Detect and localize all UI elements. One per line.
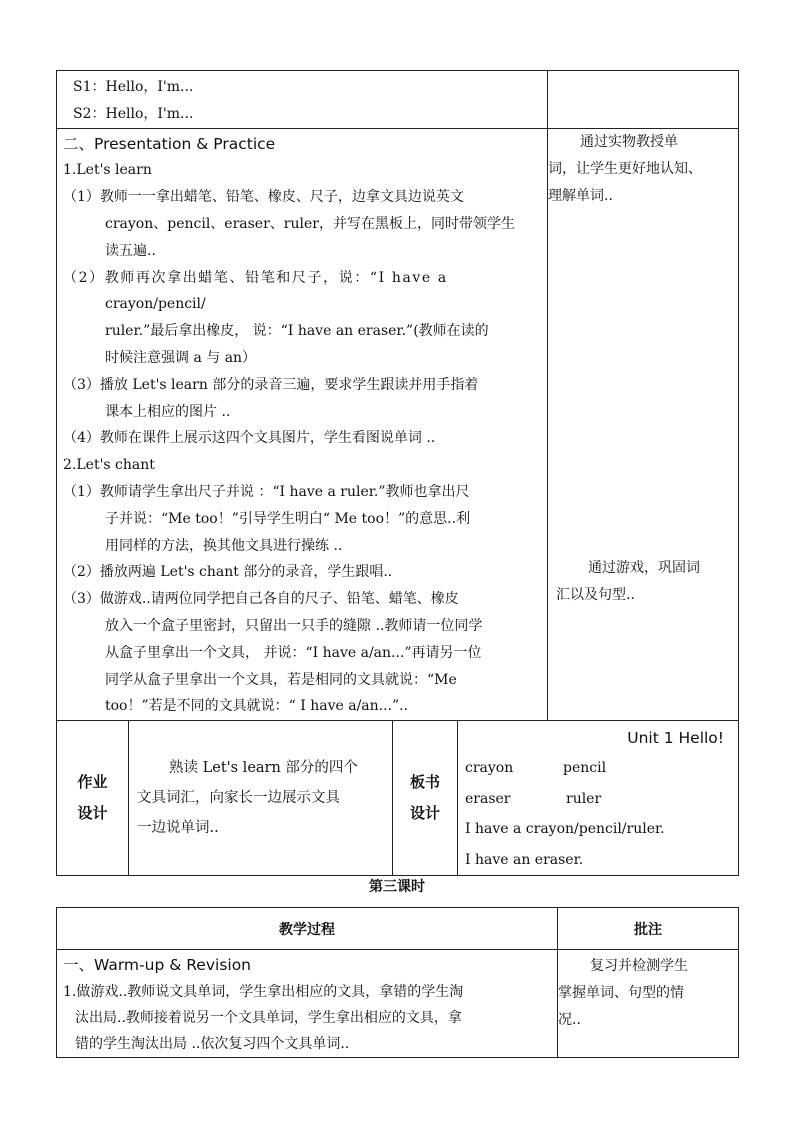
learn-item: 时候注意强调 a 与 an） (105, 349, 257, 366)
board-sentence: I have a crayon/pencil/ruler. (465, 821, 665, 838)
header-process: 教学过程 (57, 908, 558, 950)
note-line: 理解单词.. (548, 187, 613, 204)
learn-item: 课本上相应的图片 .. (105, 403, 231, 420)
chant-item: 放入一个盒子里密封，只留出一只手的缝隙 ..教师请一位同学 (105, 617, 483, 634)
homework-line: 文具词汇，向家长一边展示文具 (137, 790, 340, 807)
warmup-item: 1.做游戏..教师说文具单词，学生拿出相应的文具，拿错的学生淘 (63, 983, 464, 1000)
chant-item: 用同样的方法，换其他文具进行操练 .. (105, 537, 343, 554)
chant-title: 2.Let's chant (63, 457, 155, 474)
note-line: 词，让学生更好地认知、 (548, 160, 703, 177)
lesson-three-table (56, 907, 739, 1058)
board-label-2: 设计 (409, 804, 440, 823)
dialogue-line-2: S2：Hello，I'm... (73, 105, 194, 122)
presentation-cell (57, 128, 548, 721)
presentation-notes-cell (548, 128, 739, 721)
note-line: 通过游戏，巩固词 (588, 559, 701, 576)
learn-title: 1.Let's learn (63, 162, 152, 179)
learn-item: crayon/pencil/ (105, 296, 206, 313)
homework-label-cell (57, 721, 129, 876)
board-word: crayon (465, 760, 514, 777)
chant-item: too！”若是不同的文具就说：“ I have a/an...”.. (105, 698, 409, 715)
board-words-row (465, 753, 724, 784)
board-sentence: I have an eraser. (465, 851, 584, 868)
warmup-item: 错的学生淘汰出局 ..依次复习四个文具单词.. (75, 1035, 350, 1052)
warmup-heading: 一、Warm-up & Revision (63, 956, 252, 974)
chant-item: 同学从盒子里拿出一个文具，若是相同的文具就说：“Me (105, 671, 457, 688)
board-title: Unit 1 Hello! (627, 729, 725, 748)
homework-label-1: 作业 (77, 773, 108, 792)
dialogue-notes-cell (548, 71, 739, 129)
note-line: 掌握单词、句型的情 (558, 985, 684, 1001)
learn-item: ruler.”最后拿出橡皮， 说：“I have an eraser.”(教师在读的 (105, 323, 489, 340)
learn-item: （4）教师在课件上展示这四个文具图片，学生看图说单词 .. (63, 430, 436, 447)
lesson-plan-table (56, 70, 739, 876)
chant-item: 从盒子里拿出一个文具， 并说：“I have a/an...”再请另一位 (105, 644, 482, 661)
lesson-title: 第三课时 (369, 879, 425, 895)
learn-item: 读五遍.. (105, 242, 156, 259)
board-words-row (465, 784, 724, 815)
dialogue-row (57, 71, 739, 129)
learn-item: （2）教师再次拿出蜡笔、铅笔和尺子，说：“I have a (63, 269, 448, 286)
note-line: 况.. (558, 1012, 581, 1028)
warmup-item: 汰出局..教师接着说另一个文具单词，学生拿出相应的文具，拿 (75, 1009, 462, 1026)
chant-item: （3）做游戏..请两位同学把自己各自的尺子、铅笔、蜡笔、橡皮 (63, 591, 459, 608)
dialogue-line-1: S1：Hello，I'm... (73, 79, 194, 95)
presentation-heading: 二、Presentation & Practice (63, 134, 276, 153)
learn-item: （3）播放 Let's learn 部分的录音三遍，要求学生跟读并用手指着 (63, 376, 479, 393)
board-word: ruler (566, 790, 602, 807)
warmup-row (57, 950, 739, 1058)
chant-item: （1）教师请学生拿出尺子并说 ：“I have a ruler.”教师也拿出尺 (63, 483, 470, 500)
chant-item: （2）播放两遍 Let's chant 部分的录音，学生跟唱.. (63, 564, 393, 581)
board-word: eraser (465, 790, 511, 807)
header-notes: 批注 (558, 908, 739, 950)
homework-board-row (57, 721, 739, 876)
homework-line: 一边说单词.. (137, 820, 219, 837)
learn-item: （1）教师一一拿出蜡笔、铅笔、橡皮、尺子，边拿文具边说英文 (63, 189, 464, 206)
note-line: 汇以及句型.. (556, 586, 635, 603)
warmup-notes-cell (558, 950, 739, 1058)
warmup-cell (57, 950, 558, 1058)
board-label-1: 板书 (409, 773, 440, 792)
homework-line: 熟读 Let's learn 部分的四个 (169, 760, 358, 777)
board-label-cell (393, 721, 458, 876)
presentation-row (57, 128, 739, 721)
chant-item: 子并说：“Me too！”引导学生明白“ Me too！”的意思..利 (105, 510, 471, 527)
board-content-cell (458, 721, 739, 876)
dialogue-cell (57, 71, 548, 129)
learn-item: crayon、pencil、eraser、ruler，并写在黑板上，同时带领学生 (105, 215, 515, 232)
note-line: 通过实物教授单 (580, 133, 679, 150)
homework-text-cell (129, 721, 393, 876)
header-row (57, 908, 739, 950)
board-word: pencil (563, 760, 607, 777)
note-line: 复习并检测学生 (590, 958, 688, 974)
homework-label-2: 设计 (77, 804, 108, 823)
